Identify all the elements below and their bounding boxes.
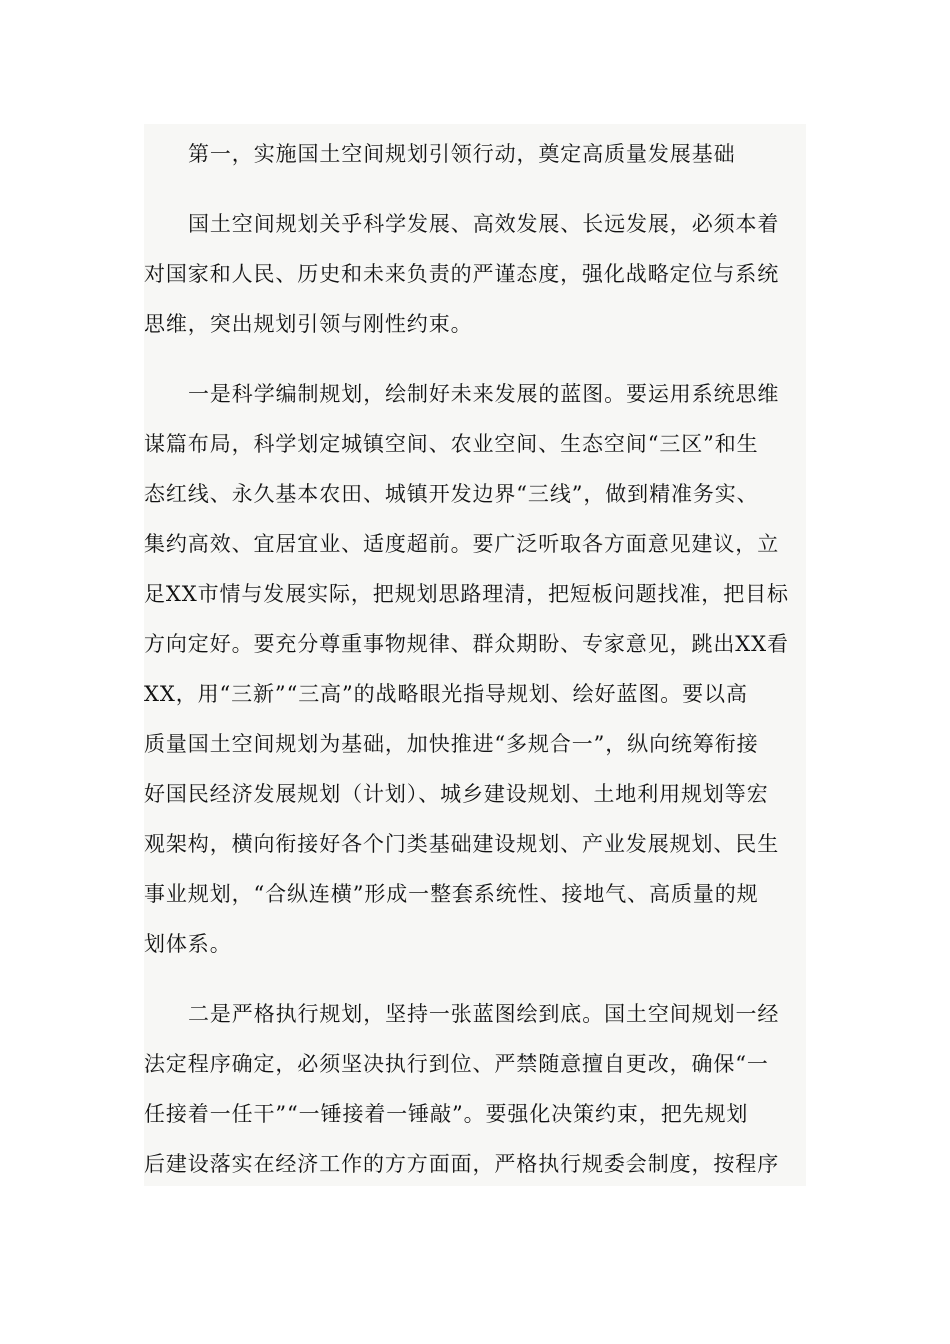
paragraph-line: 法定程序确定，必须坚决执行到位、严禁随意擅自更改，确保“一: [144, 1052, 769, 1076]
section-heading: 第一，实施国土空间规划引领行动，奠定高质量发展基础: [188, 142, 736, 166]
paragraph-line: 划体系。: [144, 932, 232, 956]
paragraph-line: 国土空间规划关乎科学发展、高效发展、长远发展，必须本着: [188, 212, 780, 236]
paragraph-line: XX，用“三新”“三高”的战略眼光指导规划、绘好蓝图。要以高: [144, 682, 748, 706]
paragraph-line: 二是严格执行规划，坚持一张蓝图绘到底。国土空间规划一经: [188, 1002, 780, 1026]
document-body: [144, 124, 806, 1186]
paragraph-line: 观架构，横向衔接好各个门类基础建设规划、产业发展规划、民生: [144, 832, 780, 856]
paragraph-line: 任接着一任干”“一锤接着一锤敲”。要强化决策约束，把先规划: [144, 1102, 749, 1126]
paragraph-line: 事业规划，“合纵连横”形成一整套系统性、接地气、高质量的规: [144, 882, 759, 906]
paragraph-line: 质量国土空间规划为基础，加快推进“多规合一”，纵向统筹衔接: [144, 732, 759, 756]
paragraph-line: 谋篇布局，科学划定城镇空间、农业空间、生态空间“三区”和生: [144, 432, 759, 456]
paragraph-line: 好国民经济发展规划（计划）、城乡建设规划、土地利用规划等宏: [144, 782, 769, 806]
paragraph-line: 思维，突出规划引领与刚性约束。: [144, 312, 473, 336]
paragraph-line: 方向定好。要充分尊重事物规律、群众期盼、专家意见，跳出XX看: [144, 632, 789, 656]
paragraph-line: 后建设落实在经济工作的方方面面，严格执行规委会制度，按程序: [144, 1152, 780, 1176]
paragraph-line: 一是科学编制规划，绘制好未来发展的蓝图。要运用系统思维: [188, 382, 780, 406]
paragraph-line: 集约高效、宜居宜业、适度超前。要广泛听取各方面意见建议，立: [144, 532, 780, 556]
paragraph-line: 足XX市情与发展实际，把规划思路理清，把短板问题找准，把目标: [144, 582, 789, 606]
paragraph-line: 态红线、永久基本农田、城镇开发边界“三线”，做到精准务实、: [144, 482, 759, 506]
paragraph-line: 对国家和人民、历史和未来负责的严谨态度，强化战略定位与系统: [144, 262, 780, 286]
